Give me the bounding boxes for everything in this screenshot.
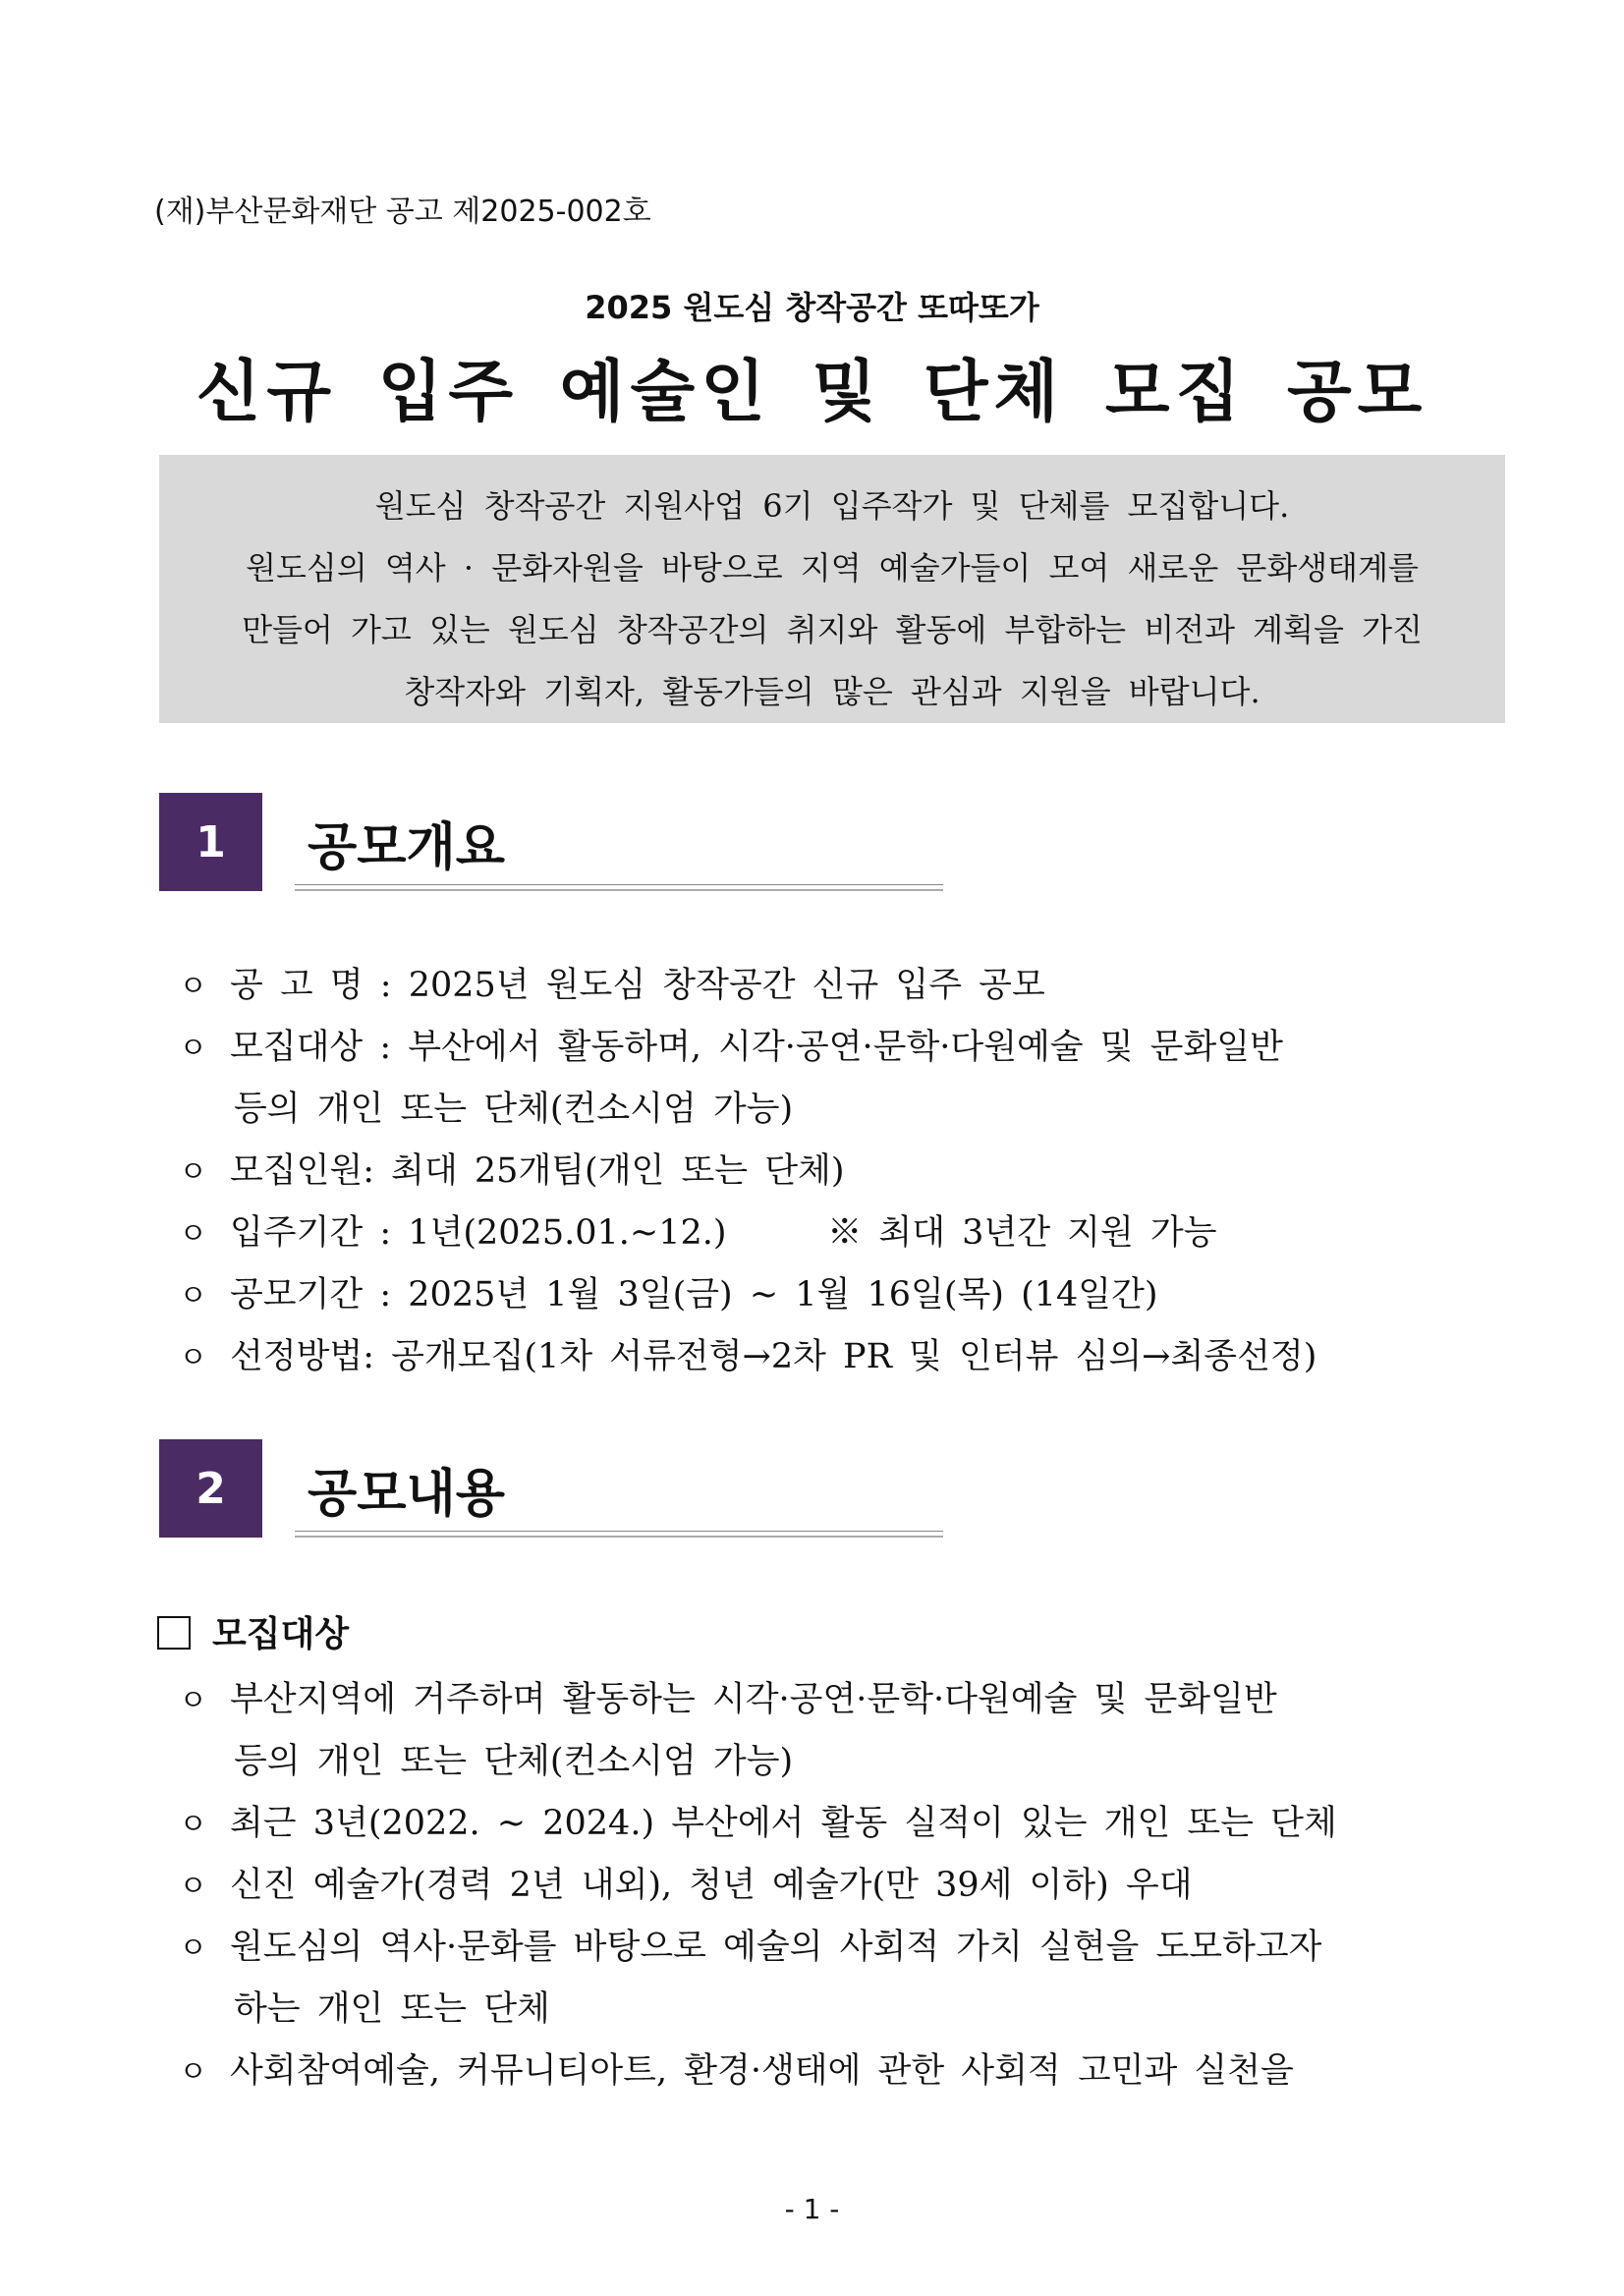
circle-bullet-icon: ㅇ (179, 1870, 207, 1904)
document-title: 신규 입주 예술인 및 단체 모집 공모 (196, 354, 1428, 431)
list-item-continuation: 하는 개인 또는 단체 (234, 1989, 550, 2029)
square-box-icon (157, 1616, 191, 1650)
list-item: ㅇ 원도심의 역사·문화를 바탕으로 예술의 사회적 가치 실현을 도모하고자 (179, 1920, 1322, 1969)
list-item-continuation: 등의 개인 또는 단체(컨소시엄 가능) (234, 1090, 794, 1129)
section-divider (295, 1531, 943, 1538)
list-item-continuation: 등의 개인 또는 단체(컨소시엄 가능) (234, 1742, 794, 1781)
subsection-heading: 모집대상 (157, 1606, 349, 1656)
circle-bullet-icon: ㅇ (179, 1684, 207, 1718)
section-title: 공모개요 (308, 818, 505, 877)
circle-bullet-icon: ㅇ (179, 2055, 207, 2090)
circle-bullet-icon: ㅇ (179, 970, 207, 1004)
section-number-badge: 2 (159, 1439, 262, 1538)
circle-bullet-icon: ㅇ (179, 1808, 207, 1842)
intro-line: 만들어 가고 있는 원도심 창작공간의 취지와 활동에 부합하는 비전과 계획을 가진 (242, 611, 1423, 648)
notice-number: (재)부산문화재단 공고 제2025-002호 (154, 195, 651, 229)
list-item: ㅇ 입주기간 : 1년(2025.01.~12.) ※ 최대 3년간 지원 가능 (179, 1205, 1217, 1255)
circle-bullet-icon: ㅇ (179, 1932, 207, 1966)
list-item: ㅇ 부산지역에 거주하며 활동하는 시각·공연·문학·다원예술 및 문화일반 (179, 1672, 1277, 1721)
section-number-badge: 1 (159, 793, 262, 891)
circle-bullet-icon: ㅇ (179, 1032, 207, 1066)
list-item: ㅇ 사회참여예술, 커뮤니티아트, 환경·생태에 관한 사회적 고민과 실천을 (179, 2044, 1294, 2093)
circle-bullet-icon: ㅇ (179, 1341, 207, 1375)
list-item: ㅇ 신진 예술가(경력 2년 내외), 청년 예술가(만 39세 이하) 우대 (179, 1858, 1193, 1907)
circle-bullet-icon: ㅇ (179, 1217, 207, 1252)
list-item: ㅇ 공모기간 : 2025년 1월 3일(금) ~ 1월 16일(목) (14일간) (179, 1267, 1158, 1316)
list-item: ㅇ 모집인원: 최대 25개팀(개인 또는 단체) (179, 1144, 844, 1193)
intro-line: 원도심 창작공간 지원사업 6기 입주작가 및 단체를 모집합니다. (374, 487, 1290, 525)
intro-line: 원도심의 역사 · 문화자원을 바탕으로 지역 예술가들이 모여 새로운 문화생태계를 (246, 549, 1419, 587)
intro-box (159, 455, 1505, 723)
list-item: ㅇ 모집대상 : 부산에서 활동하며, 시각·공연·문학·다원예술 및 문화일반 (179, 1020, 1283, 1069)
list-item: ㅇ 선정방법: 공개모집(1차 서류전형→2차 PR 및 인터뷰 심의→최종선정) (179, 1329, 1316, 1378)
document-subtitle: 2025 원도심 창작공간 또따또가 (585, 289, 1039, 326)
circle-bullet-icon: ㅇ (179, 1155, 207, 1190)
circle-bullet-icon: ㅇ (179, 1279, 207, 1314)
section-divider (295, 884, 943, 891)
intro-line: 창작자와 기획자, 활동가들의 많은 관심과 지원을 바랍니다. (404, 673, 1260, 710)
list-item: ㅇ 공 고 명 : 2025년 원도심 창작공간 신규 입주 공모 (179, 958, 1045, 1007)
section-title: 공모내용 (308, 1465, 505, 1524)
list-item: ㅇ 최근 3년(2022. ~ 2024.) 부산에서 활동 실적이 있는 개인 또는 단체 (179, 1796, 1337, 1845)
page-number: - 1 - (784, 2193, 840, 2225)
